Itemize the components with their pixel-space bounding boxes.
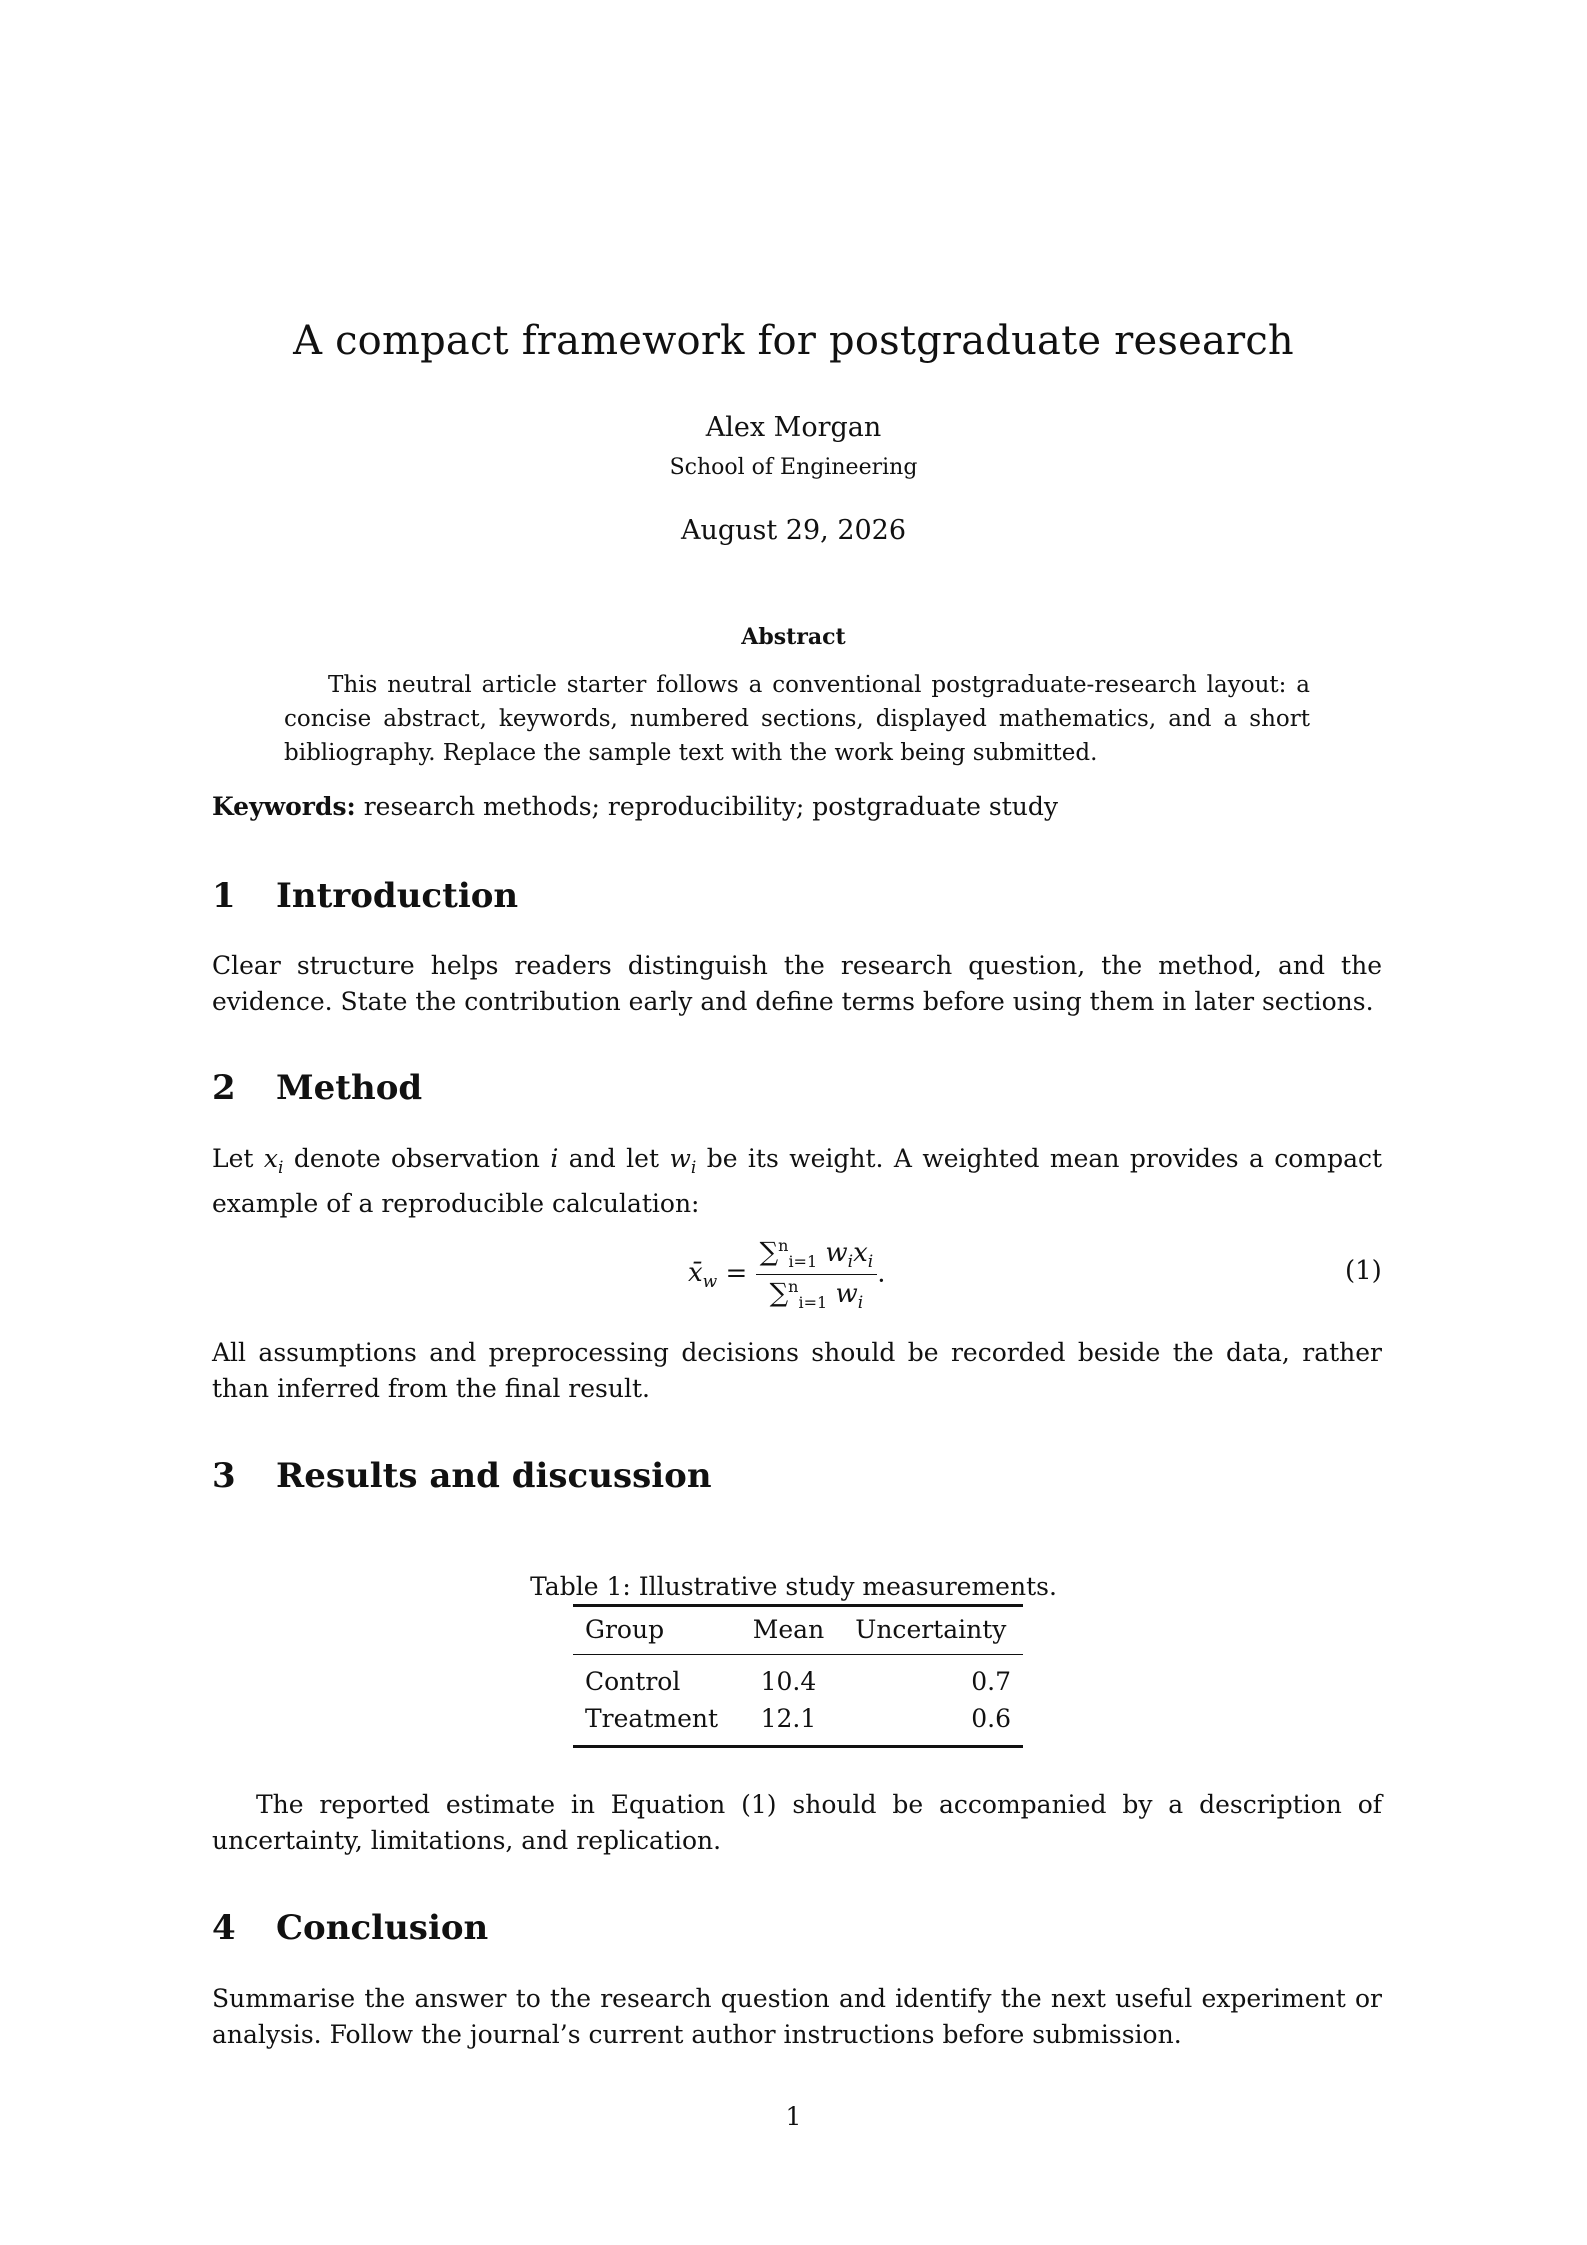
section-heading-introduction [212, 876, 518, 916]
introduction-paragraph: Clear structure helps readers distinguish the research question, the method, and the evidence. State the contribution early and define terms before using them in later sections. [212, 951, 1382, 1016]
table-cell: Control [585, 1667, 681, 1696]
section-title: Conclusion [276, 1908, 489, 1948]
table-header-cell: Uncertainty [855, 1615, 1007, 1644]
section-title: Introduction [276, 876, 519, 916]
table-cell: 0.6 [971, 1704, 1011, 1733]
table-caption: Table 1: Illustrative study measurements. [530, 1572, 1057, 1601]
method-text: Let [212, 1144, 254, 1173]
table-row [573, 1655, 1023, 1701]
section-number: 4 [212, 1908, 236, 1948]
section-number: 3 [212, 1456, 236, 1496]
section-heading-method [212, 1068, 422, 1108]
results-paragraph [212, 1787, 1382, 1859]
method-paragraph-after: All assumptions and preprocessing decisions should be recorded beside the data, rather than inferred from the final result. [212, 1338, 1382, 1403]
section-number: 1 [212, 876, 236, 916]
table-cell: 0.7 [971, 1667, 1011, 1696]
weighted-mean-equation: $x̄_w$ = $\frac{\sum^n_{i=1} w_ix_i}{\sum^n_{i=1} w_i}$ . [688, 1236, 886, 1313]
keywords-label: Keywords: [212, 792, 356, 821]
table-cell: 12.1 [760, 1704, 817, 1733]
method-text: be its weight. A weighted mean provides a compact example of a reproducible calculation: [212, 1144, 1383, 1218]
table-cell: 10.4 [760, 1667, 817, 1696]
equation-number: (1) [1345, 1256, 1382, 1286]
math-w-i: $w_i$ [669, 1144, 697, 1178]
method-paragraph [212, 1141, 1382, 1222]
table-row [573, 1700, 1023, 1747]
keywords-line [212, 792, 1058, 821]
abstract-text: This neutral article starter follows a conventional postgraduate-research layout: a concise abstract, keywords, numbered sections, displayed mathematics, and a short bibliography. Replace the sample text with the work being submitted. [284, 672, 1310, 766]
keywords-text: research methods; reproducibility; postgraduate study [363, 792, 1058, 821]
author-affiliation: School of Engineering [669, 455, 918, 480]
abstract-heading: Abstract [741, 624, 846, 650]
equation-reference-link[interactable]: (1) [741, 1790, 777, 1819]
section-heading-results [212, 1456, 712, 1496]
method-text: denote observation [293, 1144, 540, 1173]
table-header-cell: Mean [752, 1615, 825, 1644]
math-i: i [550, 1144, 559, 1173]
section-title: Results and discussion [276, 1456, 712, 1496]
conclusion-paragraph: Summarise the answer to the research question and identify the next useful experiment or analysis. Follow the journal’s current author instructions before submission. [212, 1984, 1382, 2049]
table-cell: Treatment [585, 1704, 719, 1733]
results-text: should be accompanied by a description of uncertainty, limitations, and replication. [212, 1790, 1382, 1855]
section-title: Method [276, 1068, 423, 1108]
method-text: and let [568, 1144, 660, 1173]
author-name: Alex Morgan [705, 412, 882, 443]
results-text: The reported estimate in Equation [256, 1790, 726, 1819]
table-header-row [573, 1606, 1023, 1655]
page-number: 1 [785, 2102, 802, 2131]
paper-title: A compact framework for postgraduate research [293, 318, 1294, 364]
results-table [573, 1604, 1023, 1748]
section-heading-conclusion [212, 1908, 488, 1948]
section-number: 2 [212, 1068, 236, 1108]
paper-date: August 29, 2026 [680, 515, 907, 546]
table-header-cell: Group [585, 1615, 665, 1644]
math-x-i: $x_i$ [263, 1144, 284, 1178]
